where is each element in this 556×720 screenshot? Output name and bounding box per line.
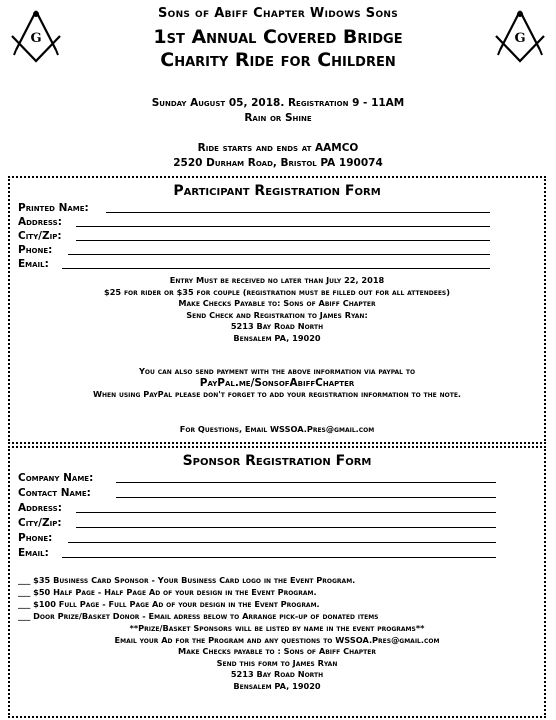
sponsor-form [8,446,546,718]
contact-name-label: Contact Name: [18,487,91,499]
paypal-note: When using PayPal please don't forget to add your registration information to the note. [92,389,462,399]
city-zip-line[interactable] [76,240,490,241]
paypal-block [10,366,544,401]
paypal-link[interactable]: PayPal.me/SonsofAbiffChapter [199,376,355,389]
event-title-line2: Charity Ride for Children [160,49,396,71]
participant-info [10,275,544,344]
sponsor-city-zip-line[interactable] [76,527,496,528]
ride-start: Ride starts and ends at AAMCO [197,142,359,154]
sponsor-phone-label: Phone: [18,532,53,544]
company-name-label: Company Name: [18,472,94,484]
svg-text:G: G [514,31,526,46]
weather-note: Rain or Shine [244,112,312,124]
participant-form [8,176,546,444]
svg-text:G: G [30,31,42,46]
send-to-text: Send Check and Registration to James Ryan: [186,309,368,320]
participant-form-title: Participant Registration Form [173,183,381,199]
email-label: Email: [18,258,49,270]
sponsor-note-send: Send this form to James Ryan [216,657,338,668]
address-label: Address: [18,216,62,228]
sponsor-note-payable: Make Checks payable to : Sons of Abiff Chapter [178,646,376,656]
printed-name-line[interactable] [106,212,490,213]
sponsor-notes [10,623,544,692]
sponsor-email-label: Email: [18,547,49,559]
printed-name-label: Printed Name: [18,202,89,214]
email-line[interactable] [62,268,490,269]
sponsor-note-street: 5213 Bay Road North [230,669,324,679]
deadline-text: Entry Must be received no later than July 22, 2018 [169,275,385,285]
location-block [0,141,556,171]
street-text: 5213 Bay Road North [230,321,324,331]
option-full-page[interactable]: ___ $100 Full Page - Full Page Ad of your design in the Event Program. [18,599,320,609]
event-title-line1: 1st Annual Covered Bridge [153,26,403,48]
sponsor-note-prize: **Prize/Basket Sponsors will be listed by name in the event programs** [129,623,425,633]
company-name-line[interactable] [116,482,496,483]
phone-label: Phone: [18,244,53,256]
sponsor-address-label: Address: [18,502,62,514]
questions-text: For Questions, Email WSSOA.Pres@gmail.com [179,424,375,434]
payable-text: Make Checks Payable to: Sons of Abiff Chapter [178,298,376,308]
event-date-block [0,96,556,126]
sponsor-note-email: Email your Ad for the Program and any questions to WSSOA.Pres@gmail.com [114,634,440,645]
sponsor-form-title: Sponsor Registration Form [182,453,372,469]
option-business-card[interactable]: ___ $35 Business Card Sponsor - Your Business Card logo in the Event Program. [18,575,356,585]
sponsor-note-city: Bensalem PA, 19020 [233,680,321,691]
location-address: 2520 Durham Road, Bristol PA 190074 [173,157,383,169]
city-zip-label: City/Zip: [18,230,62,242]
sponsor-phone-line[interactable] [68,542,496,543]
option-half-page[interactable]: ___ $50 Half Page - Half Page Ad of your design in the Event Program. [18,587,317,597]
city-text: Bensalem PA, 19020 [233,332,321,343]
sponsor-city-zip-label: City/Zip: [18,517,62,529]
option-door-prize[interactable]: ___ Door Prize/Basket Donor - Email adress below to Arrange pick-up of donated items [18,611,379,621]
fee-text: $25 for rider or $35 for couple (registration must be filled out for all attendees) [104,286,450,297]
phone-line[interactable] [68,254,490,255]
chapter-name: Sons of Abiff Chapter Widows Sons [157,6,399,21]
paypal-intro: You can also send payment with the above information via paypal to [138,366,416,376]
contact-name-line[interactable] [116,497,496,498]
event-title [0,26,556,72]
event-date: Sunday August 05, 2018. Registration 9 - 11AM [151,97,405,109]
address-line[interactable] [76,226,490,227]
sponsor-address-line[interactable] [76,512,496,513]
sponsor-email-line[interactable] [62,557,496,558]
